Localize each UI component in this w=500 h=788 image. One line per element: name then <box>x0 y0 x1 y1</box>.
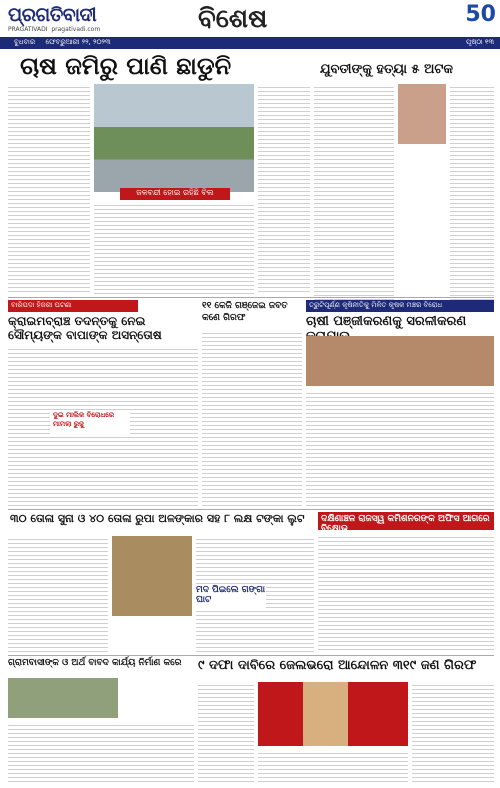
anniversary-number: 50 <box>465 2 496 27</box>
headline-farmer-reg: ଚାଷୀ ପଞ୍ଜୀକରଣକୁ ସରଳୀକରଣ <box>306 314 467 329</box>
article-text-col2 <box>94 202 254 294</box>
headline-crime-branch: କ୍ରାଇମବ୍ରାଞ୍ଚ ତଦନ୍ତକୁ ନେଇ ସୌମ୍ୟଙ୍କ ବାପାଙ୍କ ଅସନ୍ତୋଷ <box>8 314 162 342</box>
divider <box>8 655 494 656</box>
article-text-murder-col2 <box>450 84 494 304</box>
masthead-logo <box>8 4 168 33</box>
dateline-day: ବୁଧବାର <box>14 38 36 46</box>
article-text-protest-col1 <box>198 682 254 784</box>
section-title: ବିଶେଷ <box>198 4 268 34</box>
article-text-protest-col3 <box>412 682 494 784</box>
article-text-dakshin <box>318 534 494 652</box>
article-text-ganja <box>202 330 302 506</box>
divider <box>8 297 494 298</box>
website: pragativadi.com <box>51 26 101 33</box>
logo-subtitle <box>8 26 168 33</box>
dateline <box>0 37 500 49</box>
headline-youth-murder: ଯୁବତୀଙ୍କୁ ହତ୍ୟା ୫ ଅଟକ <box>314 60 494 78</box>
photo-protest <box>258 682 408 746</box>
article-text-murder-col1 <box>314 84 394 304</box>
box-case-filed: ଦୁଇ ମାଲିକ ବିରୋଧରେ ମାମଲା ରୁଜୁ <box>50 410 130 434</box>
anniversary-logo <box>440 2 496 36</box>
kicker-farmer: ତ୍ରୁଟିପୂର୍ଣ୍ଣ କୃଷିନୀତିକୁ ମିଳିତ କୃଷକ ମଞ୍ଚର ବିରୋଧ <box>306 300 494 312</box>
article-text-protest-col2 <box>258 750 408 784</box>
headline-gram-sabha: ଗ୍ରାମବାସୀଙ୍କ ଓ ଅର୍ଥ ବାବଦ କାର୍ଯ୍ୟ ନିର୍ମାଣ କରେ <box>8 658 182 668</box>
article-text-col1 <box>8 84 90 294</box>
logo-text: ପ୍ରଗତିବାଦୀ <box>8 4 97 26</box>
kicker-crime-branch: ବାରିପଦା ହିଜରୀ ଘଟଣା <box>8 300 138 312</box>
headline-dakshin: ଦକ୍ଷିଣାଞ୍ଚଳ ରାଜସ୍ୱ କମିଶନରଙ୍କ ଅଫିସ ଆଗରେ ବିକ୍ଷୋଭ <box>318 512 494 530</box>
article-text-loot-col1 <box>8 536 108 652</box>
dateline-date: ଫେବ୍ରୁଆରୀ ୨୨, ୨୦୨୩ <box>45 38 111 46</box>
photo-construction <box>8 678 118 718</box>
article-text-col3 <box>258 84 310 294</box>
divider <box>8 509 494 510</box>
article-text-gram-sabha <box>8 722 194 784</box>
photo-flooded-field <box>94 84 254 192</box>
photo-caption: ଜଳବନ୍ଦୀ ହୋଇ ରହିଛି ବିଲ <box>120 188 230 200</box>
box-ganga-ghat: ମଦ ପିଇଲେ ଗଙ୍ଗା ଘାଟ <box>196 585 266 611</box>
headline-ganja: ୧୧ କେଜି ଗଞ୍ଜେଇ ଜବତ କଣେ ଗିରଫ <box>202 301 288 323</box>
headline-protest: ୯ ଦଫା ଦାବିରେ ଜେଲଭରୋ ଆନ୍ଦୋଳନ ୩୧୯ ଜଣ ଗିରଫ <box>198 658 477 673</box>
headline-gold-loot: ୩୦ ତୋଳା ସୁନା ଓ ୪୦ ତୋଳା ରୁପା ଅଳଙ୍କାର ସହ ୮ ଲକ୍ଷ ଟଙ୍କା ଲୁଟ <box>10 512 305 525</box>
page-number: ପୃଷ୍ଠା ୧୩ <box>465 38 494 46</box>
photo-farmer-meeting <box>306 336 494 386</box>
headline-farm-water: ଚାଷ ଜମିରୁ ପାଣି ଛାଡୁନି <box>20 52 232 80</box>
photo-shop <box>112 536 192 616</box>
photo-victim <box>398 84 446 144</box>
article-text-farmer <box>306 390 494 506</box>
logo-sub-text: PRAGATIVADI <box>8 26 48 33</box>
